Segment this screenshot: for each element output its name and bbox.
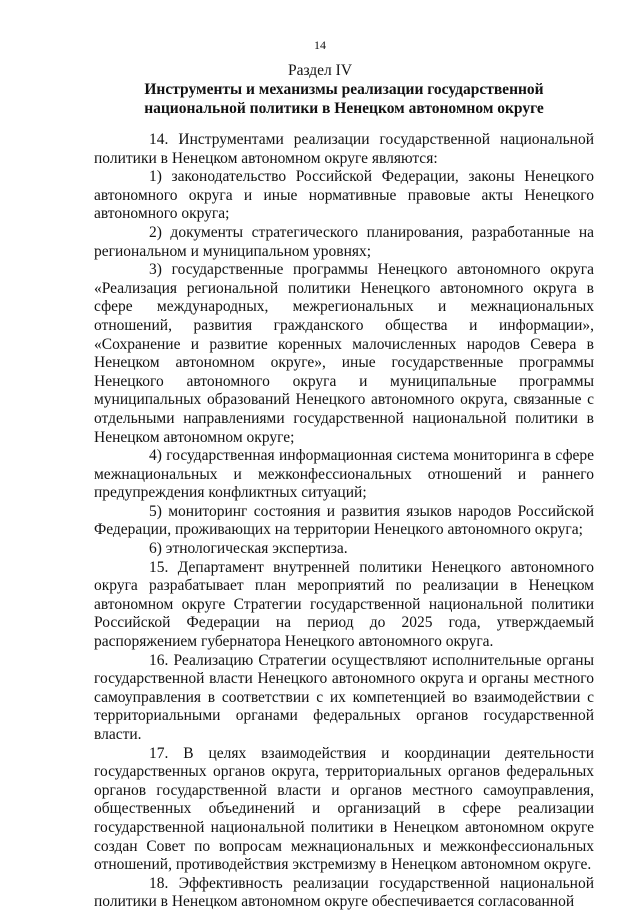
section-title-line: национальной политики в Ненецком автономном округе	[144, 100, 544, 117]
list-item-6: 6) этнологическая экспертиза.	[149, 540, 348, 558]
list-item-2: 2) документы стратегического планирования, разработанные на региональном и муниципальном уровнях;	[94, 223, 594, 260]
paragraph-18: 18. Эффективность реализации государственной национальной политики в Ненецком автономном округе обеспечивается согласованной	[94, 874, 594, 911]
section-title	[94, 80, 594, 118]
list-item-4: 4) государственная информационная система мониторинга в сфере межнациональных и межконфессиональных отношений и раннего предупреждения конфликтных ситуаций;	[94, 447, 594, 502]
section-label: Раздел IV	[287, 62, 353, 79]
paragraph-15: 15. Департамент внутренней политики Ненецкого автономного округа разрабатывает план мероприятий по реализации в Ненецком автономном округе Стратегии государственной национальной политики Российской Федерации на период до 2025 года, утверждаемый распоряжением губернатора Ненецкого автономного округа.	[94, 558, 594, 651]
document-body	[94, 131, 594, 912]
section-title-line: Инструменты и механизмы реализации государственной	[144, 81, 544, 98]
paragraph-16: 16. Реализацию Стратегии осуществляют исполнительные органы государственной власти Ненецкого автономного округа и органы местного самоуправления в соответствии с их компетенцией во взаимодействии с территориальными органами федеральных органов государственной власти.	[94, 651, 594, 743]
list-item-5: 5) мониторинг состояния и развития языков народов Российской Федерации, проживающих на территории Ненецкого автономного округа;	[94, 502, 594, 539]
paragraph-14-intro: 14. Инструментами реализации государственной национальной политики в Ненецком автономном округе являются:	[94, 131, 594, 167]
paragraph-17: 17. В целях взаимодействия и координации деятельности государственных органов округа, территориальных органов федеральных органов государственной власти и органов местного самоуправления, общественных объединений и организаций в сфере реализации государственной национальной политики в Ненецком автономном округе создан Совет по вопросам межнациональных и межконфессиональных отношений, противодействия экстремизму в Ненецком автономном округе.	[94, 744, 594, 874]
list-item-1: 1) законодательство Российской Федерации, законы Ненецкого автономного округа и иные нормативные правовые акты Ненецкого автономного округа;	[94, 168, 594, 223]
page-number: 14	[314, 38, 326, 52]
list-item-3: 3) государственные программы Ненецкого автономного округа «Реализация региональной политики Ненецкого автономного округа в сфере международных, межрегиональных и межнациональных отношений, развития гражданского общества и информации», «Сохранение и развитие коренных малочисленных народов Севера в Ненецком автономном округе», иные государственные программы Ненецкого автономного округа и муниципальные программы муниципальных образований Ненецкого автономного округа, связанные с отдельными направлениями государственной национальной политики в Ненецком автономном округе;	[94, 261, 594, 446]
